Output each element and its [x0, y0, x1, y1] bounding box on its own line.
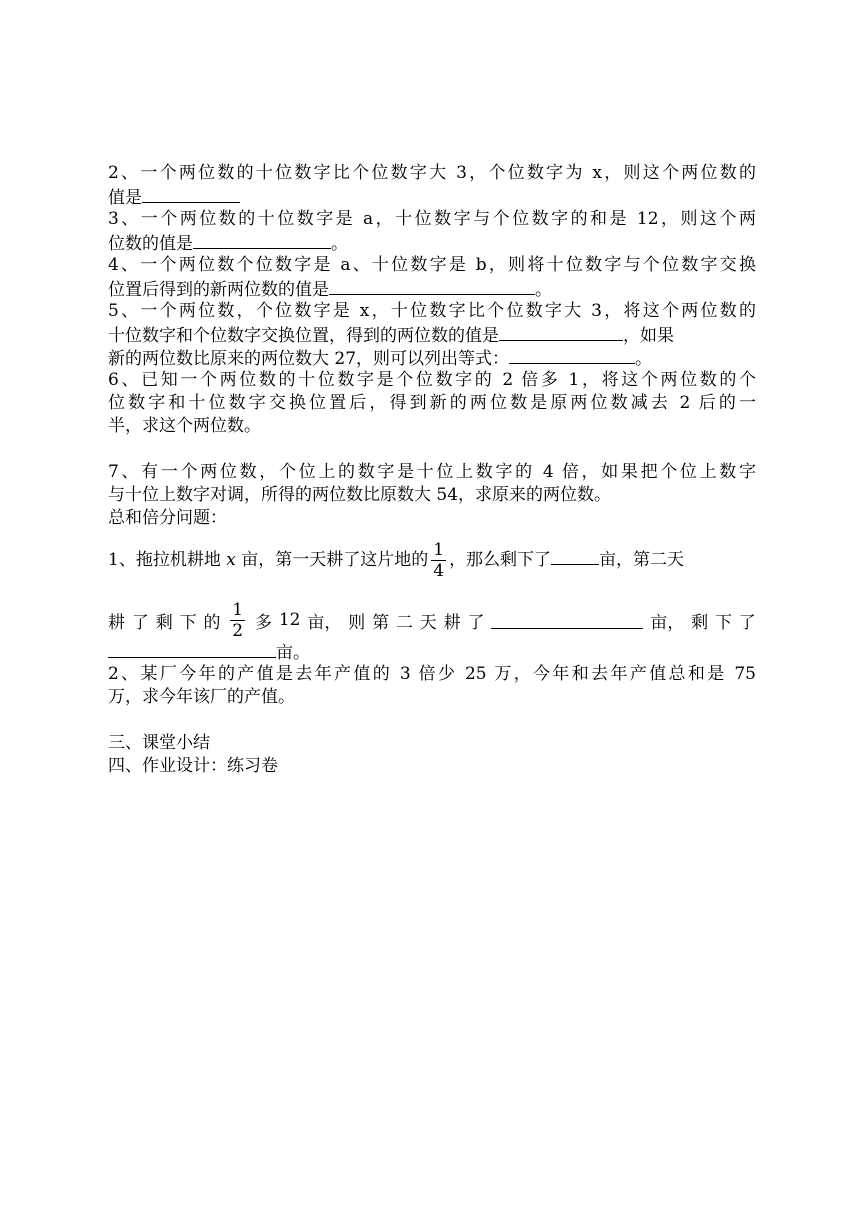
section-title: 总和倍分问题：	[108, 508, 227, 528]
q5-period: 。	[635, 349, 653, 369]
p1-char: 亩，	[307, 612, 342, 633]
q3-text: 位数的值是	[108, 234, 193, 254]
q4-text: 位置后得到的新两位数的值是	[108, 280, 329, 300]
p1-char: 亩，	[650, 612, 685, 633]
p1-char: 剩	[691, 612, 709, 633]
spacer	[108, 438, 756, 461]
p1-char: 下	[714, 612, 732, 633]
p1-char: 下	[179, 612, 197, 633]
p1-text-d: 亩，第二天	[599, 549, 685, 570]
q7-line2: 与十位上数字对调，所得的两位数比原数大 54，求原来的两位数。	[108, 485, 612, 505]
q6-line1: 6、已知一个两位数的十位数字是个位数字的 2 倍多 1，将这个两位数的个	[108, 370, 756, 390]
p1-char: 多	[254, 612, 272, 633]
homework-heading: 四、作业设计：练习卷	[108, 756, 278, 776]
p1-char: 耕	[443, 612, 461, 633]
p1-char: 的	[203, 612, 221, 633]
p1-char: 二	[395, 612, 413, 633]
p1-char: 了	[467, 612, 485, 633]
p1-answer-blank-2[interactable]	[491, 611, 643, 629]
p1-char: 天	[419, 612, 437, 633]
q5-line3	[108, 346, 756, 369]
q6-line3: 半，求这个两位数。	[108, 416, 261, 436]
p1-char: 了	[131, 612, 149, 633]
p1-variable: x	[226, 549, 236, 570]
p1-char: 第	[372, 612, 390, 633]
fraction-numerator: 1	[232, 599, 244, 620]
worksheet	[108, 162, 756, 778]
q7-line1: 7、有一个两位数，个位上的数字是十位上数字的 4 倍，如果把个位上数字	[108, 462, 756, 482]
fraction-numerator: 1	[433, 539, 445, 560]
fraction-one-half	[230, 600, 245, 641]
q5-answer-blank-2[interactable]	[509, 346, 635, 364]
q6-line2: 位数字和十位数字交换位置后，得到新的两位数是原两位数减去 2 后的一	[108, 393, 756, 413]
p1-char: 剩	[155, 612, 173, 633]
summary-heading: 三、课堂小结	[108, 733, 210, 753]
p1-char: 则	[348, 612, 366, 633]
q3-line1: 3、一个两位数的十位数字是 a，十位数字与个位数字的和是 12，则这个两	[108, 209, 756, 229]
q4-period: 。	[535, 280, 552, 300]
q2-answer-blank[interactable]	[142, 185, 240, 203]
p1-number: 12	[278, 610, 301, 630]
q5-text-2: ，如果	[623, 326, 674, 346]
fraction-denominator: 2	[232, 620, 244, 641]
p1-text-a: 1、拖拉机耕地	[108, 549, 227, 570]
p1-char: 耕	[108, 612, 125, 633]
q4-line2	[108, 277, 756, 300]
q2-line1: 2、一个两位数的十位数字比个位数字大 3，个位数字为 x，则这个两位数的	[108, 163, 756, 183]
p2-line1: 2、某厂今年的产值是去年产值的 3 倍少 25 万，今年和去年产值总和是 75	[108, 664, 756, 684]
q3-period: 。	[331, 234, 348, 254]
q3-answer-blank[interactable]	[193, 231, 331, 249]
q2-text: 值是	[108, 188, 142, 208]
p1-text-b: 亩，第一天耕了这片地的	[235, 549, 429, 570]
q5-line1: 5、一个两位数，个位数字是 x，十位数字比个位数字大 3，将这个两位数的	[108, 301, 756, 321]
p1-text-c: ，那么剩下了	[449, 549, 552, 570]
q5-line2	[108, 323, 756, 346]
fraction-denominator: 4	[433, 560, 445, 581]
p1-line1	[108, 530, 756, 590]
q4-answer-blank[interactable]	[329, 277, 535, 295]
q5-text-3: 新的两位数比原来的两位数大 27，则可以列出等式：	[108, 349, 510, 369]
p1-text-h: 亩。	[276, 643, 310, 663]
spacer	[108, 709, 756, 732]
p2-line2: 万，求今年该厂的产值。	[108, 687, 295, 707]
q3-line2	[108, 231, 756, 254]
p1-char: 了	[738, 612, 756, 633]
q2-line2	[108, 185, 756, 208]
p1-line3	[108, 640, 756, 663]
q5-answer-blank-1[interactable]	[499, 323, 623, 341]
p1-answer-blank-1[interactable]	[551, 547, 599, 565]
q5-text: 十位数字和个位数字交换位置，得到的两位数的值是	[108, 326, 499, 346]
p1-answer-blank-3[interactable]	[108, 640, 276, 658]
q4-line1: 4、一个两位数个位数字是 a、十位数字是 b，则将十位数字与个位数字交换	[108, 255, 756, 275]
fraction-one-quarter	[431, 540, 446, 581]
